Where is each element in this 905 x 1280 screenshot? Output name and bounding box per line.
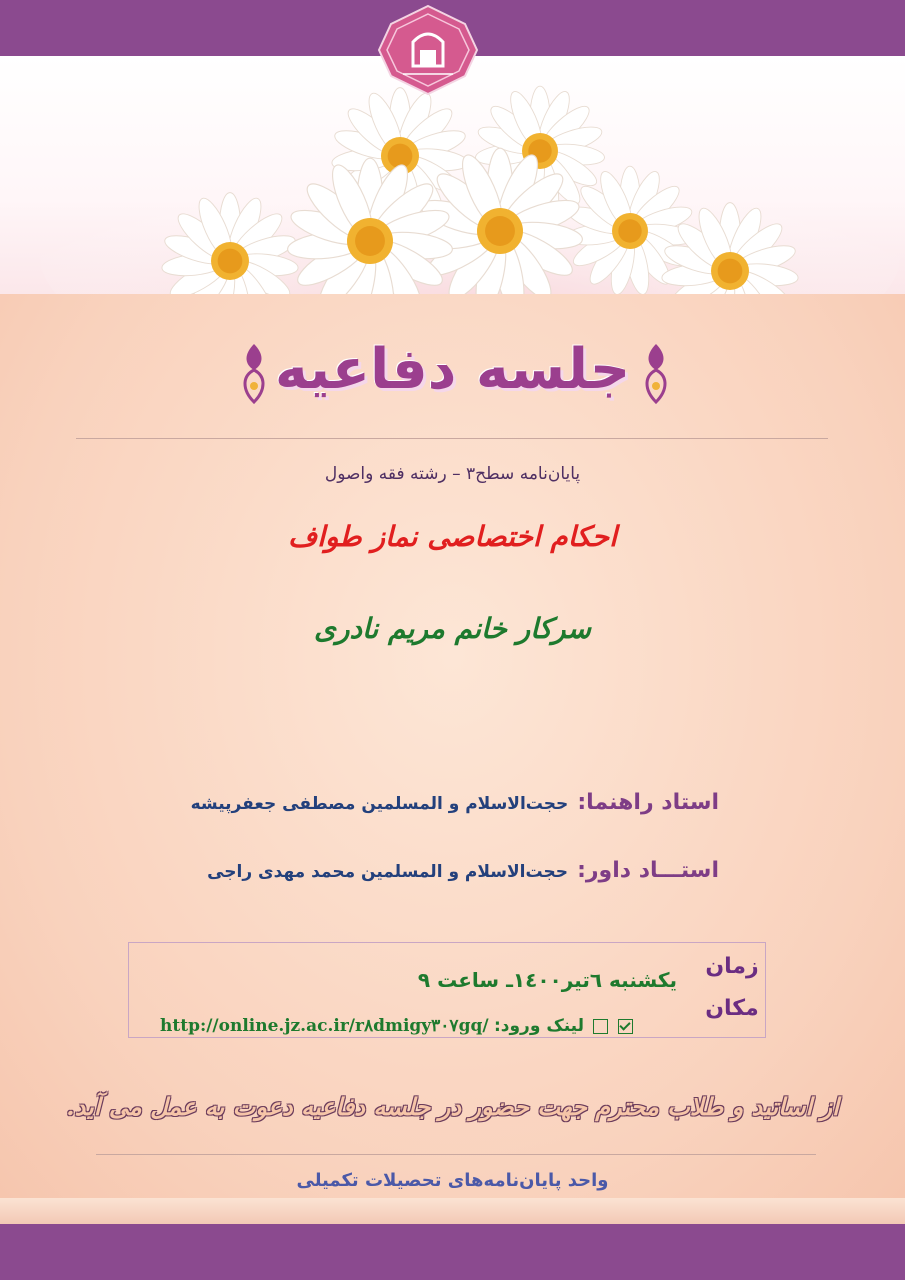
invitation-text: از اساتید و طلاب محترم جهت حضور در جلسه دفاعیه دعوت به عمل می آید. [66, 1092, 839, 1121]
place-label: مکان [705, 996, 759, 1021]
bottom-band [0, 1224, 905, 1280]
title-container [0, 325, 905, 425]
content-panel [0, 294, 905, 1198]
thesis-title: احکام اختصاصی نماز طواف [288, 520, 617, 553]
checkbox-checked-icon [618, 1019, 633, 1034]
student-name: سرکار خانم مریم نادری [314, 612, 591, 645]
title-divider [76, 438, 828, 439]
empty-box-icon [593, 1019, 608, 1034]
examiner-label: استـــاد داور: [577, 858, 719, 883]
footer-divider [96, 1154, 816, 1155]
page-title: جلسه دفاعیه [274, 337, 631, 402]
link-label: لینک ورود: [493, 1016, 584, 1036]
link-row [160, 1016, 633, 1036]
examiner-name: حجت‌الاسلام و المسلمین محمد مهدی راجی [207, 862, 568, 882]
subtitle: پایان‌نامه سطح۳ – رشته فقه واصول [324, 464, 581, 484]
institution-emblem-icon [373, 4, 483, 96]
unit-name: واحد پایان‌نامه‌های تحصیلات تکمیلی [296, 1170, 609, 1191]
session-link[interactable]: http://online.jz.ac.ir/r۸dmigy۳۰۷gq/ [160, 1016, 489, 1036]
supervisor-name: حجت‌الاسلام و المسلمین مصطفی جعفرپیشه [190, 794, 569, 814]
institution-logo [373, 4, 483, 96]
schedule-labels [696, 946, 768, 1030]
bottom-band-light [0, 1198, 905, 1224]
examiner-row [207, 858, 719, 883]
supervisor-row [191, 790, 719, 815]
supervisor-label: استاد راهنما: [577, 790, 719, 815]
session-datetime: یکشنبه ٦تیر۱٤۰۰ـ ساعت ۹ [417, 968, 677, 992]
time-label: زمان [705, 954, 759, 979]
